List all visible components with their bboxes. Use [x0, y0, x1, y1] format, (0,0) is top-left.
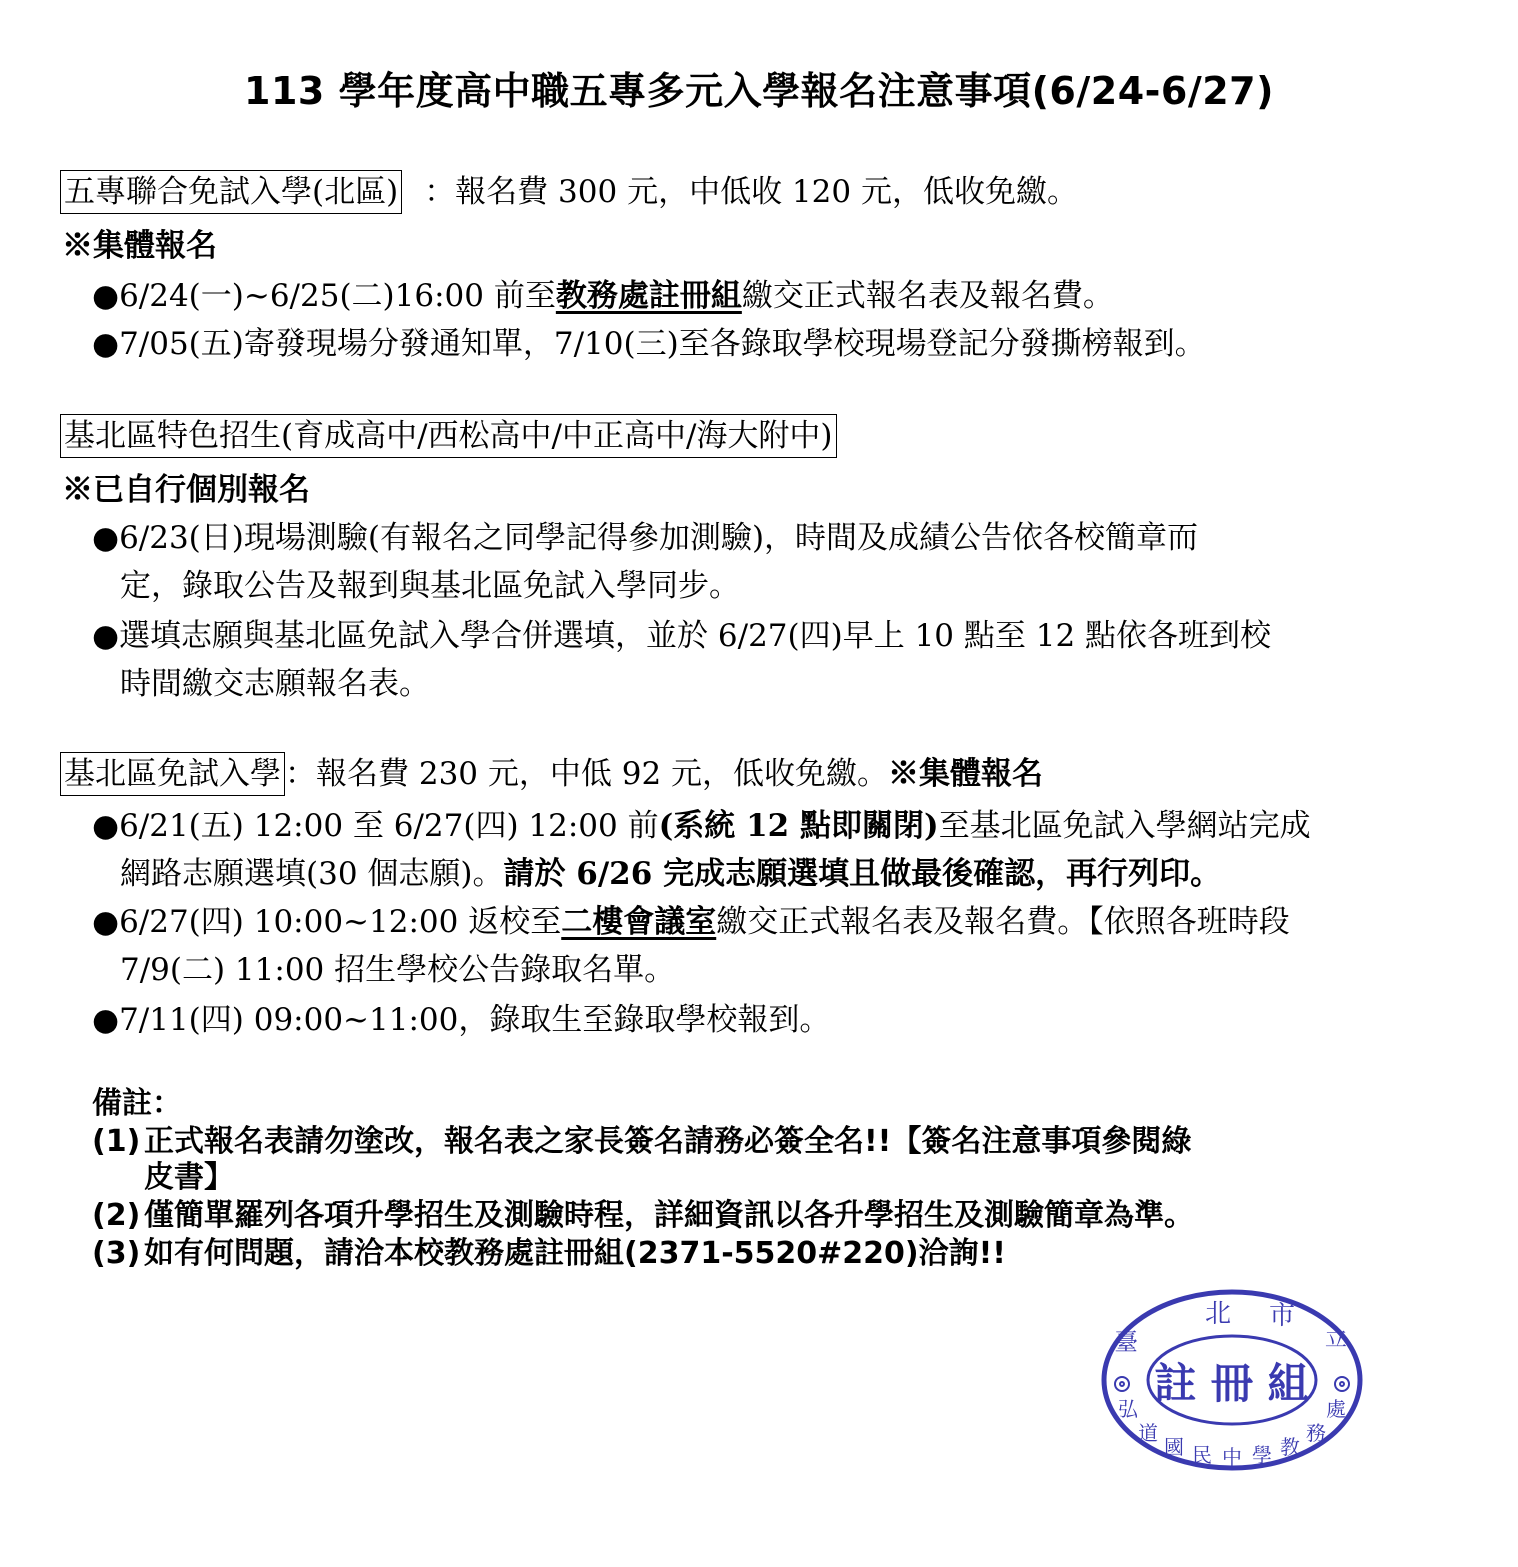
section3-header	[60, 750, 1043, 798]
section3-bullet-1	[92, 802, 1311, 850]
emphasis-meeting-room: 二樓會議室	[561, 904, 717, 940]
text-segment: 6/24(一)~6/25(二)16:00 前至	[119, 278, 556, 314]
section3-fee-text: ：報名費 230 元，中低 92 元，低收免繳。	[285, 756, 889, 792]
section2-header	[60, 412, 837, 460]
section2-bullet-1	[92, 514, 1198, 562]
seal-bottom-char: 教	[1280, 1435, 1300, 1459]
text-segment: 繳交正式報名表及報名費。	[741, 278, 1114, 314]
text-segment: 至基北區免試入學網站完成	[938, 808, 1311, 844]
text-segment: 網路志願選填(30 個志願)。	[120, 856, 504, 892]
note-text: 僅簡單羅列各項升學招生及測驗時程，詳細資訊以各升學招生及測驗簡章為準。	[144, 1198, 1194, 1233]
text-segment: 7/05(五)寄發現場分發通知單，7/10(三)至各錄取學校現場登記分發撕榜報到。	[119, 326, 1206, 362]
note-item-2	[92, 1196, 1194, 1236]
section2-bullet-2-cont: 時間繳交志願報名表。	[120, 666, 430, 702]
seal-bottom-char: 道	[1138, 1421, 1158, 1445]
note-number: (2)	[92, 1198, 141, 1233]
section3-box-label: 基北區免試入學	[60, 752, 285, 796]
emphasis-system-close: (系統 12 點即關閉)	[658, 808, 939, 844]
seal-bottom-char: 處	[1326, 1397, 1346, 1421]
section3-bullet-1-cont	[120, 850, 1221, 898]
section3-bullet-2	[92, 898, 1290, 946]
text-segment: 6/21(五) 12:00 至 6/27(四) 12:00 前	[119, 808, 659, 844]
section1-box-label: 五專聯合免試入學(北區)	[60, 170, 402, 214]
bullet-icon: ●	[92, 520, 120, 556]
seal-bottom-char: 國	[1164, 1435, 1184, 1459]
bullet-icon: ●	[92, 904, 120, 940]
note-item-1	[92, 1122, 1191, 1162]
section3-mode: ※集體報名	[888, 756, 1044, 792]
note-item-1-cont: 皮書】	[144, 1160, 234, 1195]
emphasis-confirm: 請於 6/26 完成志願選填且做最後確認，再行列印。	[503, 856, 1222, 892]
text-segment: 6/23(日)現場測驗(有報名之同學記得參加測驗)，時間及成績公告依各校簡章而	[119, 520, 1199, 556]
emphasis-office: 教務處註冊組	[555, 278, 742, 314]
text-segment: 繳交正式報名表及報名費。【依照各班時段	[716, 904, 1290, 940]
notes-heading: 備註：	[92, 1086, 182, 1121]
seal-bottom-char: 務	[1306, 1421, 1326, 1445]
seal-top-char: 北	[1204, 1299, 1232, 1329]
section2-bullet-2	[92, 612, 1271, 660]
text-segment: 7/11(四) 09:00~11:00，錄取生至錄取學校報到。	[119, 1002, 831, 1038]
section2-bullet-1-cont: 定，錄取公告及報到與基北區免試入學同步。	[120, 568, 740, 604]
section1-bullet-1	[92, 272, 1114, 320]
note-text: 如有何問題，請洽本校教務處註冊組(2371-5520#220)洽詢!!	[144, 1236, 1006, 1271]
seal-center-text: 註 冊 組	[1154, 1359, 1310, 1408]
note-number: (3)	[92, 1236, 141, 1271]
seal-bottom-char: 弘	[1118, 1397, 1138, 1421]
section1-mode: ※集體報名	[62, 228, 217, 264]
seal-bottom-char: 民	[1192, 1443, 1212, 1467]
seal-top-char: 立	[1324, 1327, 1348, 1352]
text-segment: 6/27(四) 10:00~12:00 返校至	[119, 904, 562, 940]
section3-bullet-3	[92, 996, 830, 1044]
seal-top-char: 市	[1268, 1301, 1296, 1331]
section3-bullet-2-cont: 7/9(二) 11:00 招生學校公告錄取名單。	[120, 952, 676, 988]
note-item-3	[92, 1234, 1006, 1274]
seal-top-char: 臺	[1114, 1328, 1138, 1356]
section1-bullet-2	[92, 320, 1206, 368]
section2-mode: ※已自行個別報名	[62, 472, 310, 508]
note-number: (1)	[92, 1124, 141, 1159]
seal-bottom-char: 學	[1252, 1443, 1272, 1467]
section1-header	[60, 168, 1078, 216]
note-text: 正式報名表請勿塗改，報名表之家長簽名請務必簽全名!!【簽名注意事項參閱綠	[144, 1124, 1192, 1159]
section2-box-label: 基北區特色招生(育成高中/西松高中/中正高中/海大附中)	[60, 414, 837, 458]
bullet-icon: ●	[92, 618, 120, 654]
seal-bottom-char: 中	[1222, 1445, 1242, 1469]
registration-office-seal	[1100, 1288, 1364, 1472]
bullet-icon: ●	[92, 278, 120, 314]
bullet-icon: ●	[92, 1002, 120, 1038]
page-title: 113 學年度高中職五專多元入學報名注意事項(6/24-6/27)	[244, 69, 1274, 113]
section1-fee-text: ：報名費 300 元，中低收 120 元，低收免繳。	[424, 174, 1078, 210]
bullet-icon: ●	[92, 808, 120, 844]
text-segment: 選填志願與基北區免試入學合併選填，並於 6/27(四)早上 10 點至 12 點依各班到校	[119, 618, 1272, 654]
bullet-icon: ●	[92, 326, 120, 362]
